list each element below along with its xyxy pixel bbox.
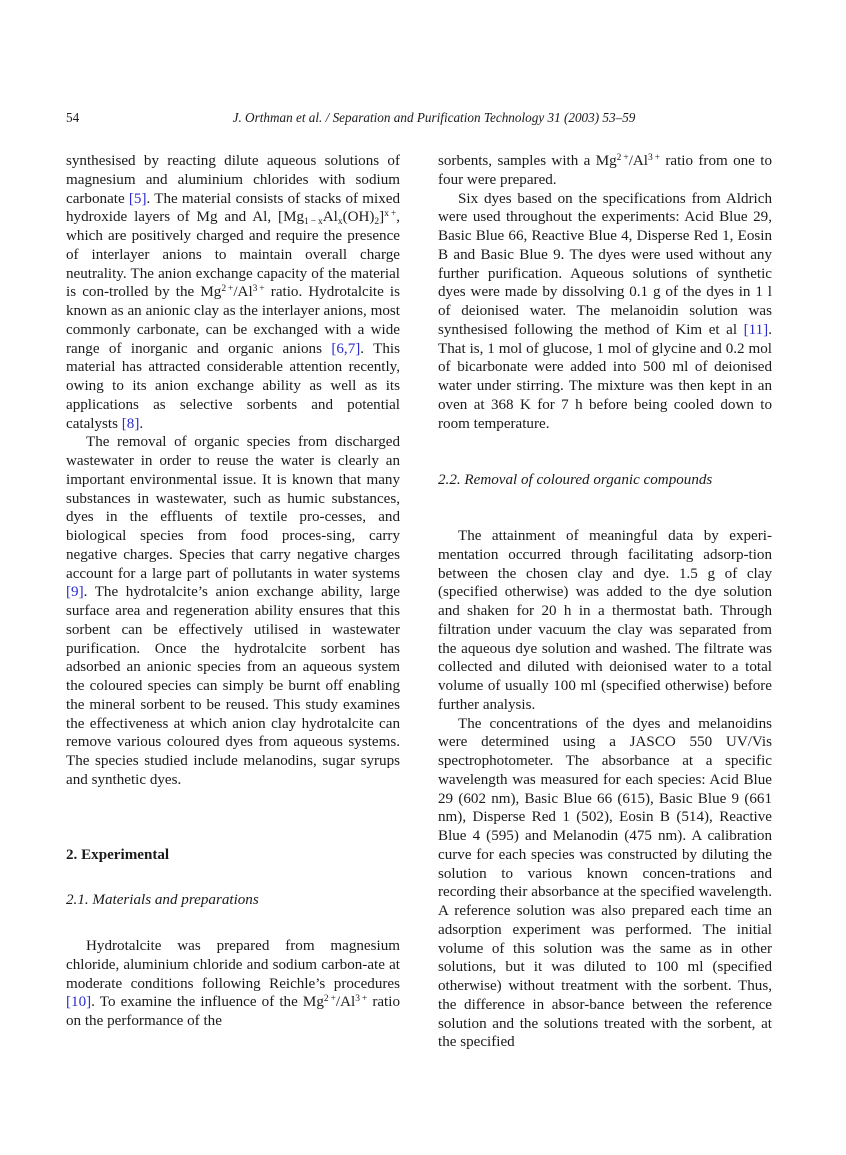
paragraph-dyes: Six dyes based on the specifications from Aldrich were used throughout the experiments: Acid Blue 29, Basic Blue 66, Reactive Blue 4, Disperse Red 1, Eosin B and Basic Blue 9. The dyes were used without any further purification. Aqueous solutions of synthetic dyes were made by dissolving 0.1 g of the dyes in 1 l of deionised water. The melanoidin solution was synthesised following the method of Kim et al [11]. That is, 1 mol of glucose, 1 mol of glycine and 0.2 mol of bicarbonate were added into 500 ml of deionised water under stirring. The mixture was then kept in an oven at 368 K for 7 h before being cooled down to room temperature. [438,190,772,432]
subsection-heading-removal: 2.2. Removal of coloured organic compounds [438,472,713,489]
page-number: 54 [66,110,80,125]
citation-link[interactable]: [10] [66,994,92,1011]
paragraph-adsorption-method: The attainment of meaningful data by experi-mentation occurred through facilitating adsorp-tion between the chosen clay and dye. 1.5 g of clay (specified otherwise) was added to the dye solution and shaken for 20 h in a thermostat bath. Through filtration under vacuum the clay was separated from the aqueous dye solution and washed. The filtrate was collected and diluted with deionised water to a total volume of usually 100 ml (specified otherwise) before further analysis. [438,528,772,713]
paragraph-materials: Hydrotalcite was prepared from magnesium chloride, aluminium chloride and sodium carbon-ate at moderate conditions following Reichle’s procedures [10]. To examine the influence of the $Mg^{2 +}/Al^{3 +}$ ratio on the performance of the [66,938,400,1029]
right-column [438,152,772,1052]
paragraph-concentration-measurement: The concentrations of the dyes and melanoidins were determined using a JASCO 550 UV/Vis spectrophotometer. The absorbance at a specific wavelength was measured for each species: Acid Blue 29 (602 nm), Basic Blue 66 (615), Basic Blue 9 (661 nm), Disperse Red 1 (502), Eosin B (514), Reactive Blue 4 (595) and Melanodin (475 nm). A calibration curve for each species was constructed by diluting the solution to various known concen-trations and recording their absorbance at the specified wavelength. A reference solution was also prepared each time an adsorption experiment was performed. The initial volume of this solution was the same as in other solutions, but it was diluted to 100 ml (specified otherwise) without treatment with the sorbent. Thus, the difference in absor-bance between the reference solution and the solutions treated with the sorbent, at the specified [438,715,772,1051]
citation-link[interactable]: [6,7] [331,340,361,357]
section-heading-experimental: 2. Experimental [66,846,170,863]
left-column [66,152,400,1031]
paragraph-sorbent-samples: sorbents, samples with a $Mg^{2 +}/Al^{3 +}$ ratio from one to four were prepared. [438,153,772,188]
subsection-heading-materials: 2.1. Materials and preparations [66,892,259,909]
citation-link[interactable]: [8] [121,415,140,432]
journal-reference: J. Orthman et al. / Separation and Purification Technology 31 (2003) 53–59 [232,110,636,125]
citation-link[interactable]: [11] [743,321,769,338]
paragraph-removal-organic-species: The removal of organic species from discharged wastewater in order to reuse the water is clearly an important environmental issue. It is known that many substances in wastewater, such as humic substances, dyes in the effluents of textile pro-cesses, and biological species from food proces-sing, carry negative charges. Species that carry negative charges account for a large part of pollutants in water systems [9]. The hydrotalcite’s anion exchange ability, large surface area and regeneration ability ensures that this sorbent can be effectively utilised in wastewater purification. Once the hydrotalcite sorbent has adsorbed an anionic species from an aqueous system the coloured species can simply be burnt off enabling the mineral sorbent to be reused. This study examines the effectiveness at which anion clay hydrotalcite can remove various coloured dyes from aqueous systems. The species studied include melanodins, sugar syrups and synthetic dyes. [66,434,400,788]
citation-link[interactable]: [5] [128,190,147,207]
paragraph-intro-hydrotalcite: synthesised by reacting dilute aqueous solutions of magnesium and aluminium chlorides with sodium carbonate [5]. The material consists of stacks of mixed hydroxide layers of Mg and Al, $[Mg_{1 - x}Al_x(OH)_2]^{x +}$, which are positively charged and require the presence of interlayer anions to maintain overall charge neutrality. The anion exchange capacity of the material is con-trolled by the $Mg^{2 +}/Al^{3 +}$ ratio. Hydrotalcite is known as an anionic clay as the interlayer anions, most commonly carbonate, can be exchanged with a wide range of inorganic and organic anions [6,7]. This material has attracted considerable attention recently, owing to its anion exchange ability as well as its applications as selective sorbents and potential catalysts [8]. [66,153,401,432]
citation-link[interactable]: [9] [66,584,84,601]
running-header [66,110,772,130]
